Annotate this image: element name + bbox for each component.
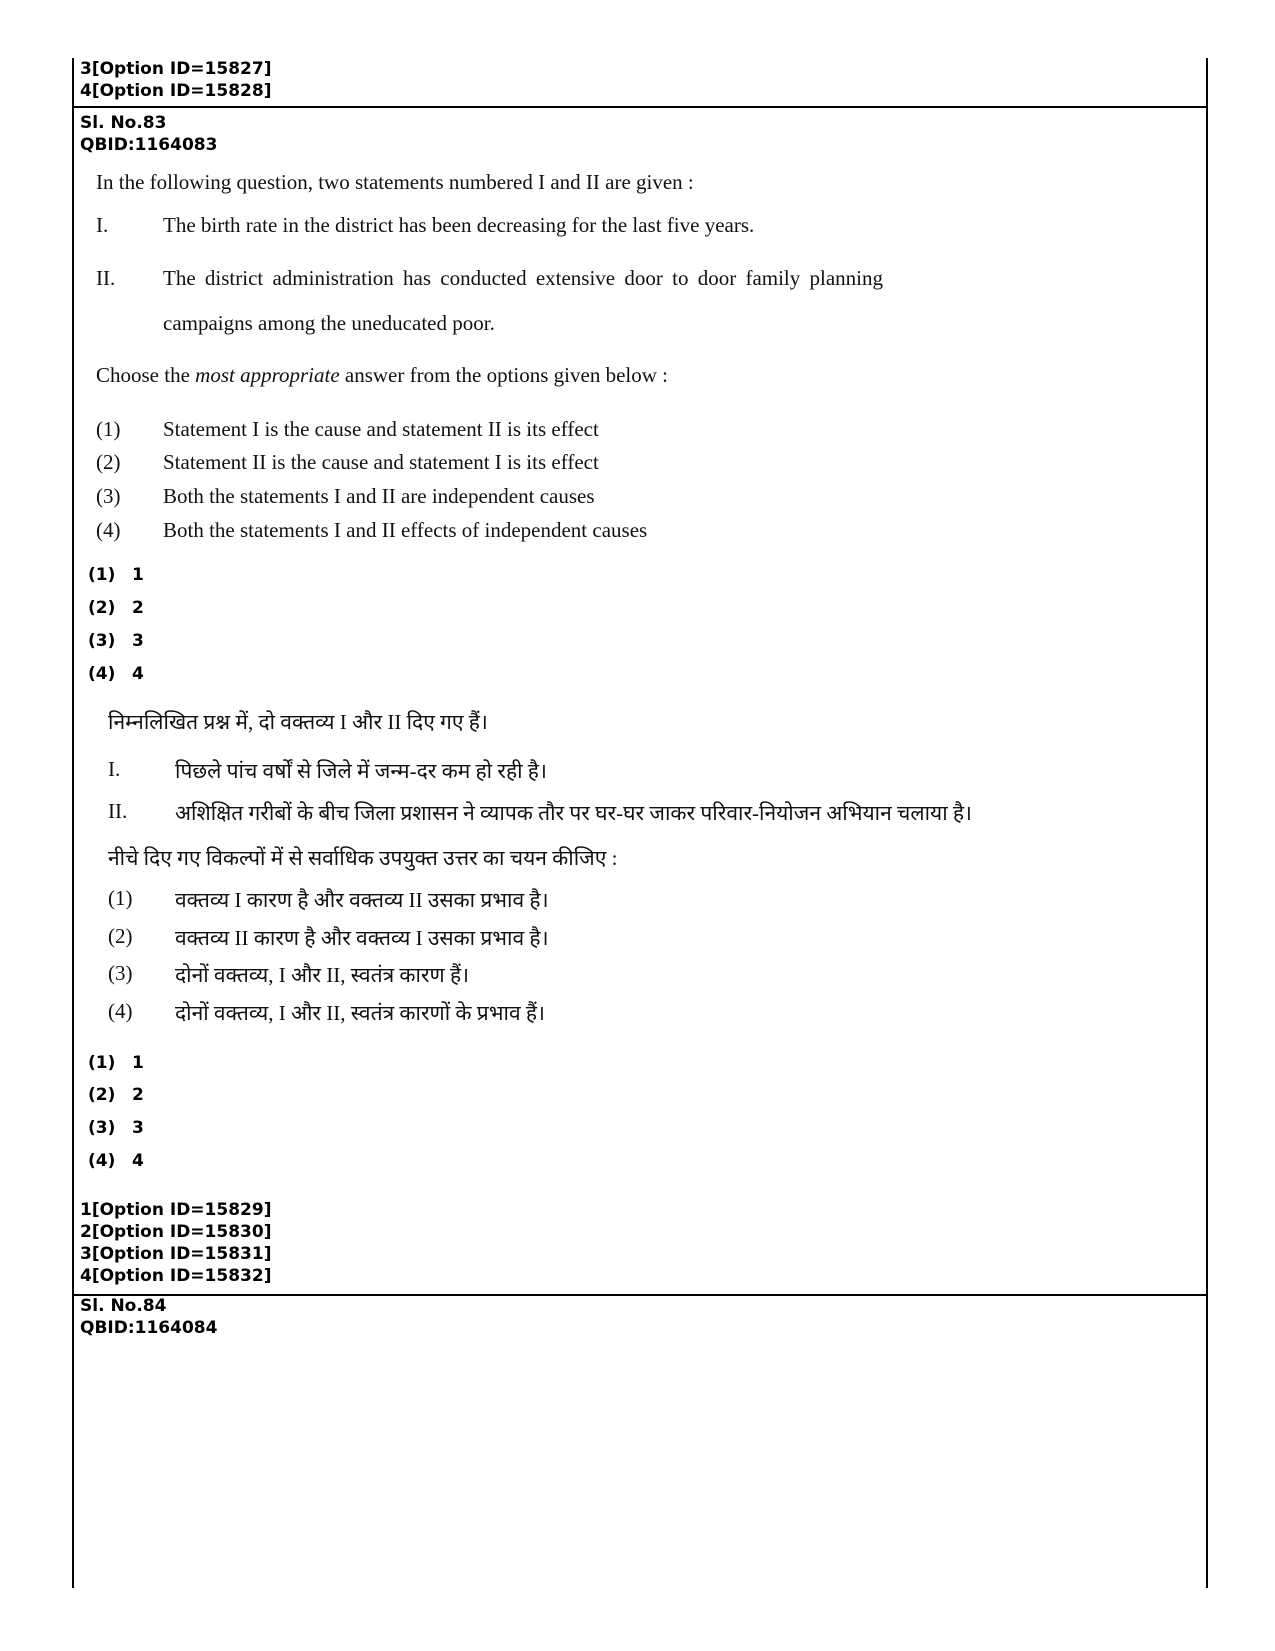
option-num: (3) — [96, 484, 121, 508]
answer-num: (3) — [88, 631, 116, 651]
option-text: Both the statements I and II effects of independent causes — [163, 518, 648, 542]
option-text: वक्तव्य I कारण है और वक्तव्य II उसका प्रभाव है। — [175, 888, 549, 912]
answer-value: 1 — [132, 565, 144, 585]
option-text: दोनों वक्तव्य, I और II, स्वतंत्र कारण हैं। — [175, 963, 470, 987]
answer-choice[interactable] — [88, 1084, 144, 1106]
next-question-header — [80, 1295, 217, 1339]
option-num: (2) — [96, 450, 121, 474]
serial-number: Sl. No.83 — [80, 113, 167, 133]
answer-choice[interactable] — [88, 597, 144, 619]
answer-num: (4) — [88, 664, 116, 684]
qbid: QBID:1164084 — [80, 1318, 218, 1338]
answer-choice[interactable] — [88, 1052, 144, 1074]
statement-text: अशिक्षित गरीबों के बीच जिला प्रशासन ने व्यापक तौर पर घर-घर जाकर परिवार-नियोजन अभियान चलाया है। — [175, 801, 972, 825]
option-id-line: 1[Option ID=15829] — [80, 1200, 272, 1220]
option-id-line: 2[Option ID=15830] — [80, 1222, 272, 1242]
answer-value: 1 — [132, 1053, 144, 1073]
question-header — [80, 112, 217, 156]
statement-text: The birth rate in the district has been decreasing for the last five years. — [163, 213, 755, 237]
qbid: QBID:1164083 — [80, 135, 218, 155]
option-num: (1) — [108, 886, 133, 910]
answer-choice[interactable] — [88, 564, 144, 586]
option-text: Statement II is the cause and statement I is its effect — [163, 450, 599, 474]
choose-instruction-hi: नीचे दिए गए विकल्पों में से सर्वाधिक उपयुक्त उत्तर का चयन कीजिए : — [108, 846, 618, 870]
option-num: (4) — [96, 518, 121, 542]
option-num: (1) — [96, 417, 121, 441]
answer-choice[interactable] — [88, 1150, 144, 1172]
question-intro-hi: निम्नलिखित प्रश्न में, दो वक्तव्य I और II दिए गए हैं। — [108, 710, 488, 734]
prev-option-ids — [80, 58, 271, 102]
answer-choice[interactable] — [88, 663, 144, 685]
answer-value: 4 — [132, 664, 144, 684]
answer-value: 4 — [132, 1151, 144, 1171]
statement-num: I. — [108, 757, 121, 781]
choose-instruction-en: Choose the most appropriate answer from the options given below : — [96, 363, 668, 387]
option-num: (4) — [108, 999, 133, 1023]
answer-value: 3 — [132, 1118, 144, 1138]
option-text: Both the statements I and II are independent causes — [163, 484, 595, 508]
statement-num: I. — [96, 213, 109, 237]
answer-choice[interactable] — [88, 1117, 144, 1139]
separator-bottom — [72, 1294, 1208, 1296]
option-num: (3) — [108, 961, 133, 985]
statement-text: पिछले पांच वर्षों से जिले में जन्म-दर कम हो रही है। — [175, 759, 547, 783]
answer-value: 3 — [132, 631, 144, 651]
answer-num: (4) — [88, 1151, 116, 1171]
statement-num: II. — [108, 799, 128, 823]
answer-num: (3) — [88, 1118, 116, 1138]
answer-value: 2 — [132, 598, 144, 618]
option-id-line: 4[Option ID=15832] — [80, 1266, 272, 1286]
option-id-line: 3[Option ID=15831] — [80, 1244, 272, 1264]
serial-number: Sl. No.84 — [80, 1296, 167, 1316]
answer-value: 2 — [132, 1085, 144, 1105]
option-text: दोनों वक्तव्य, I और II, स्वतंत्र कारणों के प्रभाव हैं। — [175, 1001, 545, 1025]
option-num: (2) — [108, 924, 133, 948]
answer-num: (2) — [88, 1085, 116, 1105]
statement-text: The district administration has conducted extensive door to door family planning — [163, 266, 884, 290]
option-id-line: 3[Option ID=15827] — [80, 59, 272, 79]
option-id-line: 4[Option ID=15828] — [80, 81, 272, 101]
statement-text-cont: campaigns among the uneducated poor. — [163, 311, 495, 335]
answer-num: (1) — [88, 565, 116, 585]
option-text: वक्तव्य II कारण है और वक्तव्य I उसका प्रभाव है। — [175, 926, 549, 950]
answer-num: (2) — [88, 598, 116, 618]
option-ids — [80, 1199, 271, 1287]
statement-num: II. — [96, 266, 116, 290]
separator-top — [72, 106, 1208, 108]
answer-choice[interactable] — [88, 630, 144, 652]
option-text: Statement I is the cause and statement II is its effect — [163, 417, 599, 441]
question-intro-en: In the following question, two statements numbered I and II are given : — [96, 170, 694, 194]
answer-num: (1) — [88, 1053, 116, 1073]
